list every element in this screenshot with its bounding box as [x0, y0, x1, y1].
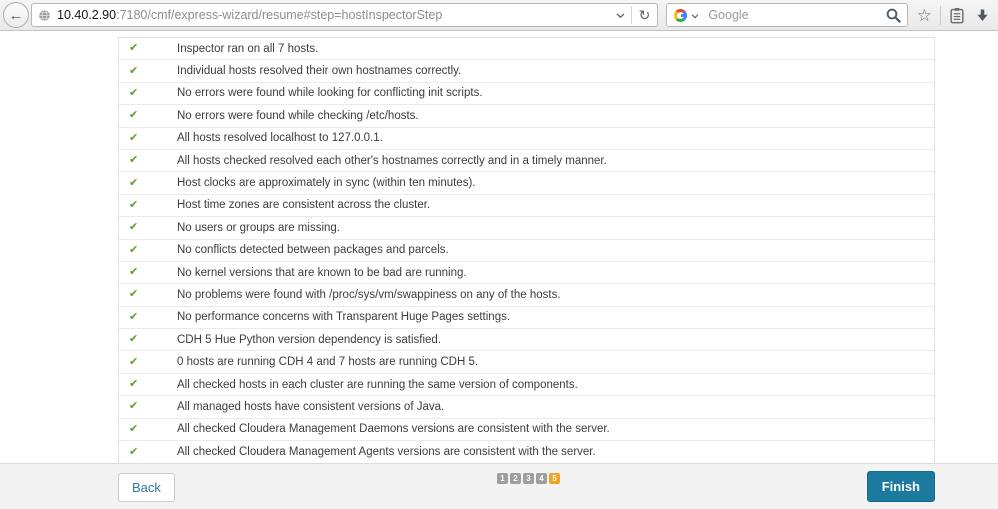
check-icon: ✔ — [129, 176, 139, 189]
check-icon: ✔ — [129, 445, 139, 458]
check-row — [119, 60, 934, 82]
search-input[interactable] — [708, 8, 884, 22]
url-path: :7180/cmf/express-wizard/resume#step=hostInspectorStep — [116, 8, 443, 22]
page-number[interactable]: 3 — [523, 473, 534, 484]
page-number[interactable]: 5 — [549, 473, 560, 484]
url-host: 10.40.2.90 — [57, 8, 117, 22]
check-row — [119, 419, 934, 441]
finish-button[interactable] — [867, 471, 935, 502]
check-row — [119, 351, 934, 373]
back-button-label: Back — [132, 480, 161, 495]
check-message: No performance concerns with Transparent Huge Pages settings. — [177, 311, 511, 324]
check-message: No conflicts detected between packages and parcels. — [177, 244, 449, 257]
check-icon: ✔ — [129, 266, 139, 279]
check-row — [119, 396, 934, 418]
url-dropdown-button[interactable] — [612, 3, 629, 27]
host-inspector-results-table — [118, 37, 935, 464]
finish-button-label: Finish — [881, 479, 920, 494]
check-row — [119, 284, 934, 306]
check-row — [119, 329, 934, 351]
google-logo-icon[interactable] — [674, 9, 687, 22]
check-icon: ✔ — [129, 154, 139, 167]
back-arrow-icon: ← — [8, 6, 24, 24]
download-arrow-icon[interactable] — [975, 8, 990, 23]
check-message: All hosts checked resolved each other's hostnames correctly and in a timely manner. — [177, 154, 607, 167]
search-magnifier-icon[interactable] — [885, 7, 902, 24]
check-message: All checked hosts in each cluster are running the same version of components. — [177, 378, 578, 391]
check-icon: ✔ — [129, 86, 139, 99]
page-number[interactable]: 4 — [536, 473, 547, 484]
check-row — [119, 374, 934, 396]
check-row — [119, 240, 934, 262]
check-icon: ✔ — [129, 333, 139, 346]
check-icon: ✔ — [129, 310, 139, 323]
reload-icon: ↻ — [638, 7, 651, 23]
page-number[interactable]: 1 — [497, 473, 508, 484]
check-row — [119, 217, 934, 239]
check-icon: ✔ — [129, 198, 139, 211]
check-message: All hosts resolved localhost to 127.0.0.1. — [177, 132, 383, 145]
globe-icon — [38, 9, 51, 22]
check-message: All checked Cloudera Management Daemons versions are consistent with the server. — [177, 423, 610, 436]
toolbar-divider — [940, 6, 941, 25]
check-icon: ✔ — [129, 64, 139, 77]
check-row — [119, 172, 934, 194]
check-message: No errors were found while checking /etc/hosts. — [177, 109, 419, 122]
back-button[interactable] — [118, 473, 175, 502]
check-row — [119, 195, 934, 217]
check-icon: ✔ — [129, 288, 139, 301]
check-row — [119, 128, 934, 150]
search-engine-dropdown[interactable] — [687, 3, 703, 27]
check-row — [119, 441, 934, 463]
check-message: No users or groups are missing. — [177, 221, 340, 234]
check-message: CDH 5 Hue Python version dependency is satisfied. — [177, 333, 442, 346]
check-message: Host time zones are consistent across the cluster. — [177, 199, 431, 212]
bookmark-star-icon[interactable]: ☆ — [916, 5, 932, 25]
browser-toolbar — [0, 0, 998, 31]
page-number[interactable]: 2 — [510, 473, 521, 484]
chevron-down-icon — [616, 6, 625, 24]
check-row — [119, 38, 934, 60]
check-message: All checked Cloudera Management Agents versions are consistent with the server. — [177, 446, 596, 459]
check-icon: ✔ — [129, 355, 139, 368]
url-input[interactable] — [31, 3, 658, 27]
bookmarks-library-icon[interactable] — [949, 7, 965, 24]
check-message: Host clocks are approximately in sync (within ten minutes). — [177, 177, 476, 190]
url-text — [57, 8, 612, 22]
check-row — [119, 150, 934, 172]
check-icon: ✔ — [129, 243, 139, 256]
check-message: Inspector ran on all 7 hosts. — [177, 42, 319, 55]
check-icon: ✔ — [129, 422, 139, 435]
check-message: No errors were found while looking for conflicting init scripts. — [177, 87, 483, 100]
check-message: No kernel versions that are known to be bad are running. — [177, 266, 467, 279]
page-content — [0, 32, 998, 509]
wizard-pagination — [497, 473, 560, 484]
check-row — [119, 262, 934, 284]
check-icon: ✔ — [129, 131, 139, 144]
check-row — [119, 307, 934, 329]
search-bar — [666, 3, 907, 27]
check-message: Individual hosts resolved their own hostnames correctly. — [177, 65, 462, 78]
reload-button[interactable] — [631, 6, 653, 24]
check-row — [119, 105, 934, 127]
check-icon: ✔ — [129, 109, 139, 122]
check-message: All managed hosts have consistent versions of Java. — [177, 400, 445, 413]
check-message: 0 hosts are running CDH 4 and 7 hosts are running CDH 5. — [177, 356, 479, 369]
check-icon: ✔ — [129, 221, 139, 234]
check-row — [119, 83, 934, 105]
wizard-footer — [0, 463, 998, 509]
check-icon: ✔ — [129, 42, 139, 55]
check-icon: ✔ — [129, 378, 139, 391]
browser-back-button[interactable] — [3, 2, 29, 28]
check-message: No problems were found with /proc/sys/vm/swappiness on any of the hosts. — [177, 288, 561, 301]
chevron-down-icon — [691, 6, 699, 24]
check-icon: ✔ — [129, 400, 139, 413]
